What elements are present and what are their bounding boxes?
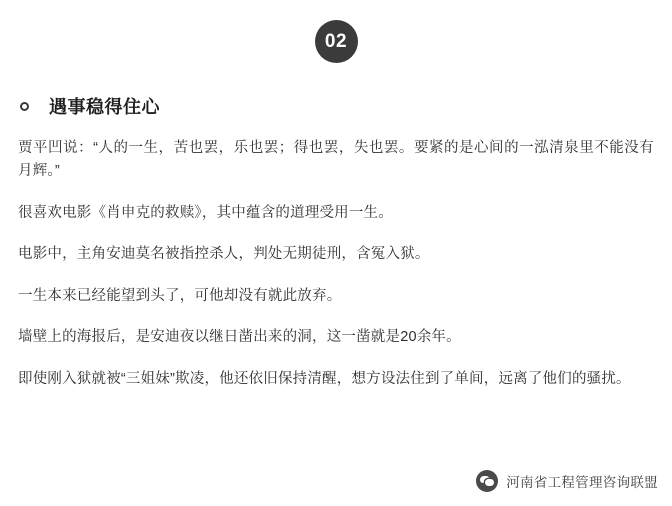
section-heading [20, 93, 660, 119]
article-paragraph: 一生本来已经能望到头了，可他却没有就此放弃。 [18, 287, 342, 304]
circle-bullet-icon [20, 102, 29, 111]
section-heading-text: 遇事稳得住心 [49, 97, 160, 117]
article-paragraph: 电影中，主角安迪莫名被指控杀人，判处无期徒刑，含冤入狱。 [18, 246, 430, 263]
section-number-badge: 02 [315, 20, 358, 63]
article-paragraph: 贾平凹说：“人的一生，苦也罢，乐也罢；得也罢，失也罢。要紧的是心间的一泓清泉里不能没有月辉。” [18, 140, 654, 180]
article-paragraph: 即使刚入狱就被“三姐妹”欺凌，他还依旧保持清醒，想方设法住到了单间，远离了他们的骚扰。 [18, 370, 631, 387]
article-paragraph: 墙壁上的海报后，是安迪夜以继日凿出来的洞，这一凿就是20余年。 [18, 329, 461, 346]
wechat-account-name: 河南省工程管理咨询联盟 [506, 475, 658, 490]
section-number-row [12, 0, 660, 77]
wechat-account-footer[interactable] [476, 470, 658, 492]
article-paragraph: 很喜欢电影《肖申克的救赎》，其中蕴含的道理受用一生。 [18, 204, 393, 221]
wechat-icon [476, 470, 498, 492]
